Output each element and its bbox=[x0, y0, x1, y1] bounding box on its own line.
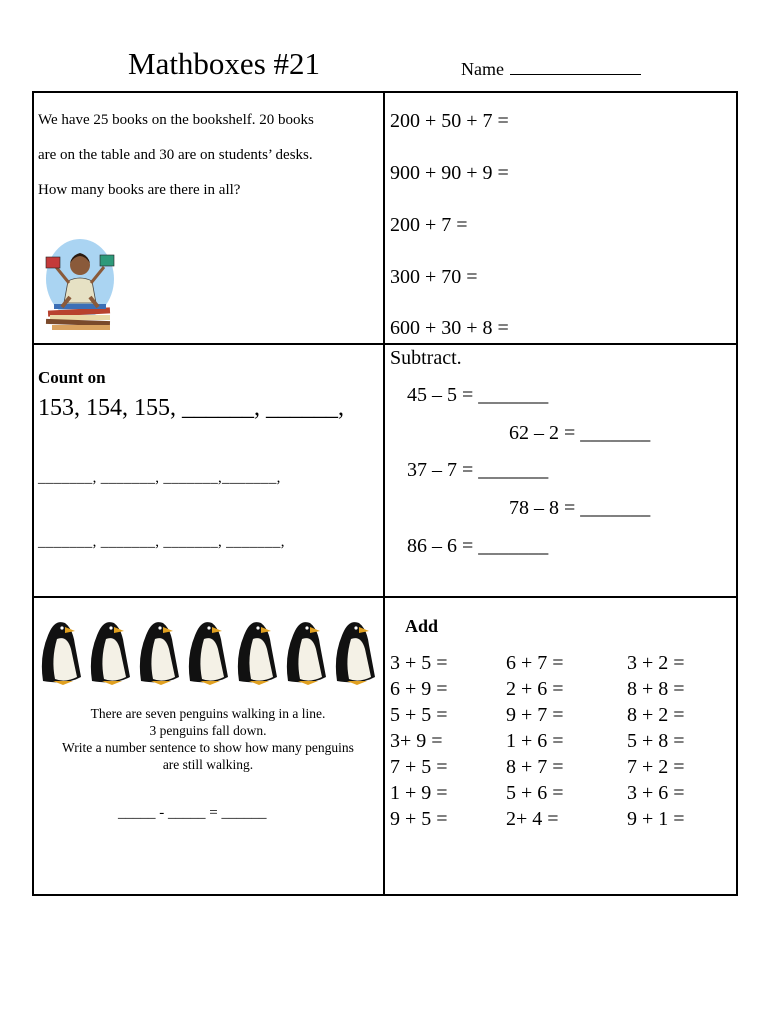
reader-with-books-clipart bbox=[42, 237, 122, 336]
grid-row-divider-1 bbox=[32, 343, 738, 345]
penguin-icon bbox=[42, 622, 81, 685]
penguin-number-sentence: _____ - _____ = ______ bbox=[118, 805, 267, 821]
addition-problem: 9 + 5 = bbox=[390, 808, 448, 830]
penguin-problem-line: are still walking. bbox=[162, 757, 254, 772]
penguin-icon bbox=[238, 622, 277, 685]
subtract-label: Subtract. bbox=[390, 347, 462, 369]
expanded-form-problem: 200 + 50 + 7 = bbox=[390, 110, 509, 132]
addition-problem: 7 + 5 = bbox=[390, 756, 448, 778]
addition-problem: 6 + 9 = bbox=[390, 678, 448, 700]
books-problem-line: How many books are there in all? bbox=[38, 182, 241, 198]
addition-problem: 1 + 6 = bbox=[506, 730, 564, 752]
addition-problem: 5 + 8 = bbox=[627, 730, 685, 752]
count-on-blank-row: _______, _______, _______, _______, bbox=[38, 534, 285, 550]
addition-problem: 3 + 5 = bbox=[390, 652, 448, 674]
penguin-icon bbox=[189, 622, 228, 685]
penguin-icon bbox=[336, 622, 375, 685]
addition-problem: 6 + 7 = bbox=[506, 652, 564, 674]
addition-problem: 8 + 8 = bbox=[627, 678, 685, 700]
penguin-icon bbox=[91, 622, 130, 685]
addition-problem: 2+ 4 = bbox=[506, 808, 559, 830]
grid-border-left bbox=[32, 91, 34, 896]
penguin-row bbox=[37, 615, 377, 692]
name-field[interactable] bbox=[461, 58, 641, 80]
penguin-problem-line: 3 penguins fall down. bbox=[149, 723, 267, 738]
grid-border-right bbox=[736, 91, 738, 896]
expanded-form-problem: 600 + 30 + 8 = bbox=[390, 317, 509, 339]
grid-border-bottom bbox=[32, 894, 738, 896]
subtract-problem: 62 – 2 = _______ bbox=[509, 422, 651, 444]
addition-problem: 5 + 5 = bbox=[390, 704, 448, 726]
addition-problem: 3+ 9 = bbox=[390, 730, 443, 752]
penguin-problem-line: Write a number sentence to show how many penguins bbox=[62, 740, 354, 755]
page-title: Mathboxes #21 bbox=[128, 46, 321, 81]
books-word-problem bbox=[38, 103, 378, 208]
addition-problem: 9 + 7 = bbox=[506, 704, 564, 726]
subtract-problem: 37 – 7 = _______ bbox=[407, 459, 549, 481]
addition-problem: 8 + 2 = bbox=[627, 704, 685, 726]
subtract-problem: 45 – 5 = _______ bbox=[407, 384, 549, 406]
subtract-problem: 78 – 8 = _______ bbox=[509, 497, 651, 519]
subtract-problem: 86 – 6 = _______ bbox=[407, 535, 549, 557]
books-problem-line: We have 25 books on the bookshelf. 20 books bbox=[38, 112, 314, 128]
addition-problem: 3 + 2 = bbox=[627, 652, 685, 674]
addition-problem: 3 + 6 = bbox=[627, 782, 685, 804]
count-on-blank-row: _______, _______, _______,_______, bbox=[38, 470, 281, 486]
expanded-form-problem: 200 + 7 = bbox=[390, 214, 468, 236]
grid-row-divider-2 bbox=[32, 596, 738, 598]
addition-problem: 9 + 1 = bbox=[627, 808, 685, 830]
penguin-icon bbox=[287, 622, 326, 685]
expanded-form-problem: 900 + 90 + 9 = bbox=[390, 162, 509, 184]
addition-problem: 8 + 7 = bbox=[506, 756, 564, 778]
books-problem-line: are on the table and 30 are on students’ desks. bbox=[38, 147, 313, 163]
grid-col-divider bbox=[383, 91, 385, 896]
penguin-problem-line: There are seven penguins walking in a line. bbox=[90, 706, 326, 721]
addition-problem: 7 + 2 = bbox=[627, 756, 685, 778]
name-blank-line bbox=[510, 58, 641, 75]
count-on-label: Count on bbox=[38, 368, 106, 387]
name-label: Name bbox=[461, 59, 504, 79]
count-on-start-row: 153, 154, 155, ______, ______, bbox=[38, 395, 344, 421]
addition-problem: 2 + 6 = bbox=[506, 678, 564, 700]
mathbox-grid bbox=[32, 91, 738, 896]
penguin-icon bbox=[140, 622, 179, 685]
addition-problem: 5 + 6 = bbox=[506, 782, 564, 804]
grid-border-top bbox=[32, 91, 738, 93]
add-label: Add bbox=[405, 616, 439, 636]
expanded-form-problem: 300 + 70 = bbox=[390, 266, 478, 288]
addition-problem: 1 + 9 = bbox=[390, 782, 448, 804]
